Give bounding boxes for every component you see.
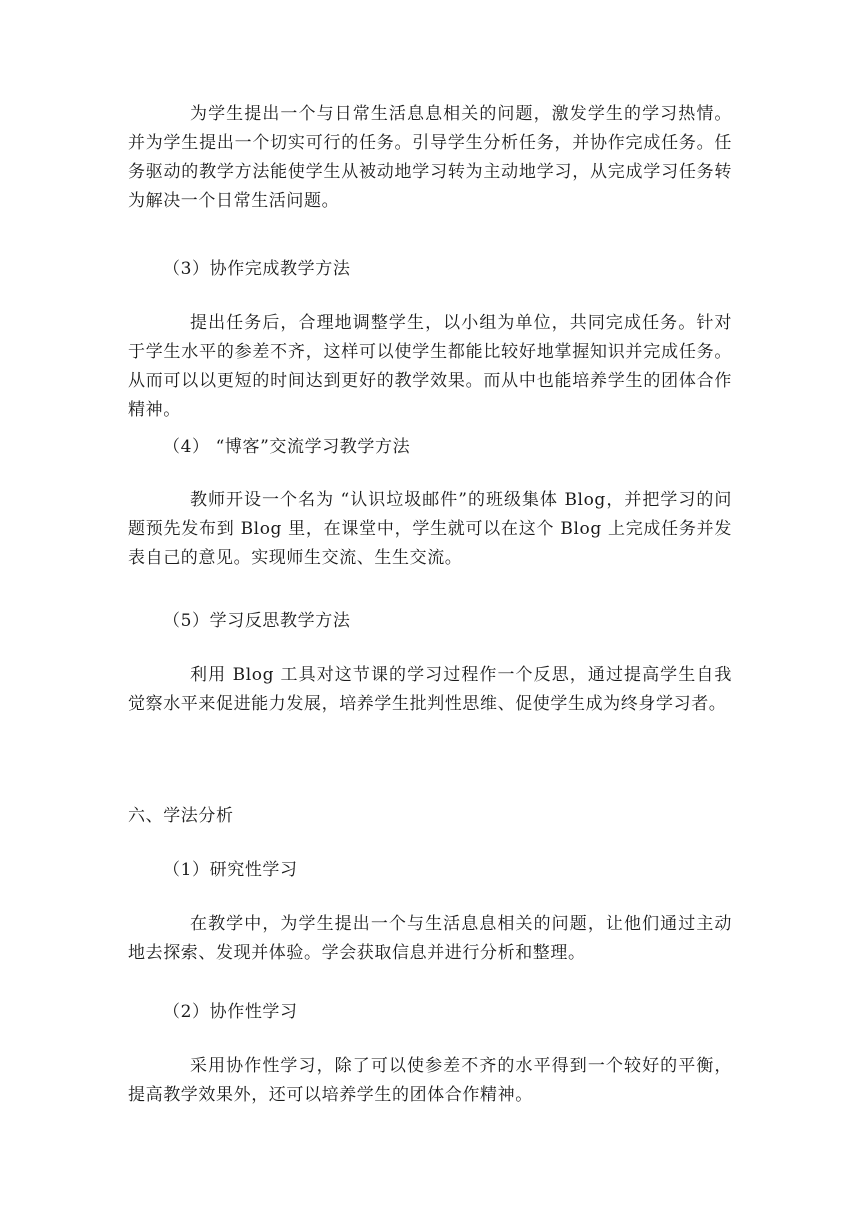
paragraph-blog: 教师开设一个名为 “认识垃圾邮件”的班级集体 Blog，并把学习的问题预先发布到 Blog 里，在课堂中，学生就可以在这个 Blog 上完成任务并发表自己的意见。实现师生交流、生生交流。: [128, 490, 732, 568]
paragraph-collaborative-learning: 采用协作性学习，除了可以使参差不齐的水平得到一个较好的平衡，提高教学效果外，还可以培养学生的团体合作精神。: [128, 1056, 732, 1105]
heading-blog-method: （4） “博客”交流学习教学方法: [163, 437, 411, 457]
paragraph-research: 在教学中，为学生提出一个与生活息息相关的问题，让他们通过主动地去探索、发现并体验。学会获取信息并进行分析和整理。: [128, 914, 732, 963]
heading-reflection-method: （5）学习反思教学方法: [163, 611, 351, 631]
paragraph-reflection: 利用 Blog 工具对这节课的学习过程作一个反思，通过提高学生自我觉察水平来促进能力发展，培养学生批判性思维、促使学生成为终身学习者。: [128, 665, 732, 714]
paragraph-task-driven: 为学生提出一个与日常生活息息相关的问题，激发学生的学习热情。并为学生提出一个切实可行的任务。引导学生分析任务，并协作完成任务。任务驱动的教学方法能使学生从被动地学习转为主动地学习，从完成学习任务转为解决一个日常生活问题。: [128, 104, 732, 211]
heading-research-learning: （1）研究性学习: [163, 860, 298, 880]
section-heading-learning-methods: 六、学法分析: [128, 806, 234, 826]
heading-collaborative-learning: （2）协作性学习: [163, 1002, 298, 1022]
paragraph-collaborative: 提出任务后，合理地调整学生，以小组为单位，共同完成任务。针对于学生水平的参差不齐，这样可以使学生都能比较好地掌握知识并完成任务。从而可以以更短的时间达到更好的教学效果。而从中也能培养学生的团体合作精神。: [128, 313, 732, 420]
heading-collaborative-method: （3）协作完成教学方法: [163, 259, 351, 279]
